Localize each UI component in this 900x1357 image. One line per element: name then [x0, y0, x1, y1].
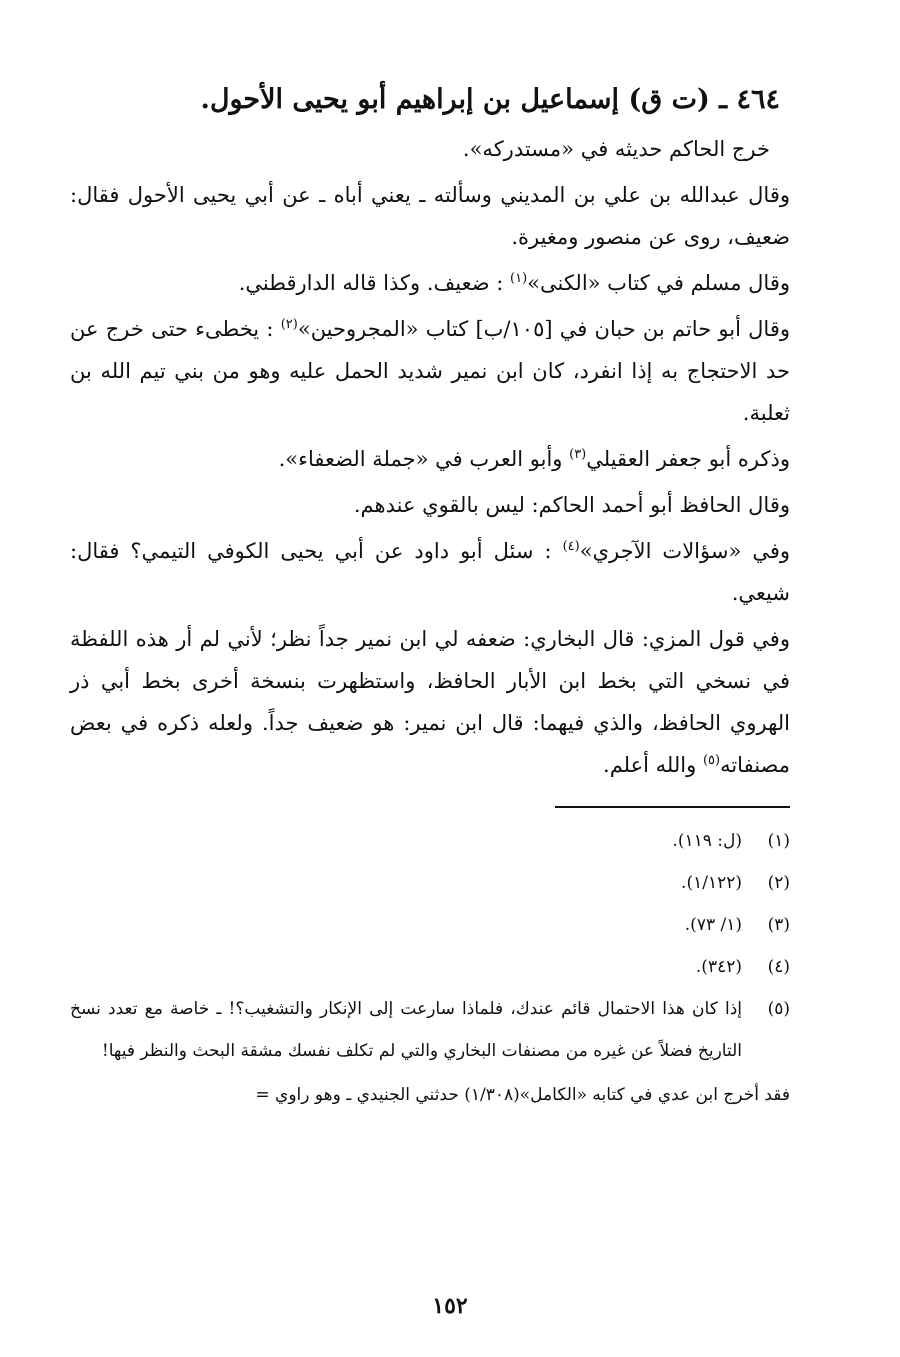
footnote-text: إذا كان هذا الاحتمال قائم عندك، فلماذا سارعت إلى الإنكار والتشغيب؟! ـ خاصة مع تعدد نسخ التاريخ فضلاً عن غيره من مصنفات البخاري والتي لم تكلف نفسك مشقة البحث والنظر فيها! — [70, 999, 742, 1061]
paragraph-text: : ضعيف. وكذا قاله الدارقطني. — [238, 271, 510, 295]
footnote-divider — [555, 806, 790, 808]
footnote-ref-3[interactable]: (٣) — [569, 447, 587, 462]
paragraph-muslim-kuna — [70, 262, 790, 304]
footnote-ref-4[interactable]: (٤) — [562, 539, 580, 554]
footnote-number: (١) — [767, 831, 790, 851]
footnote-continuation: فقد أخرج ابن عدي في كتابه «الكامل»(١/٣٠٨) حدثني الجنيدي ـ وهو راوي = — [255, 1085, 790, 1105]
footnote-number: (٢) — [767, 873, 790, 893]
footnote-item — [70, 904, 790, 946]
paragraph-text: وقال عبدالله بن علي بن المديني وسألته ـ يعني أباه ـ عن أبي يحيى الأحول فقال: ضعيف، روى عن منصور ومغيرة. — [70, 183, 790, 249]
footnote-item — [70, 988, 790, 1072]
paragraph-text: وأبو العرب في «جملة الضعفاء». — [278, 447, 570, 471]
page-number: ١٥٢ — [432, 1293, 468, 1319]
paragraph-text: والله أعلم. — [603, 753, 703, 777]
book-page — [70, 70, 790, 1300]
paragraph-abu-ahmad-hakim — [70, 484, 790, 526]
paragraph-mizzi — [70, 618, 790, 786]
paragraph-uqayli — [70, 438, 790, 480]
paragraph-ajurri — [70, 530, 790, 614]
footnote-item — [70, 820, 790, 862]
footnote-text: (١/١٢٢). — [681, 873, 742, 893]
paragraph-mustadrak — [70, 128, 790, 170]
paragraph-ibn-madini — [70, 174, 790, 258]
footnote-ref-5[interactable]: (٥) — [702, 753, 721, 768]
entry-title: ٤٦٤ ـ (ت ق) إسماعيل بن إبراهيم أبو يحيى الأحول. — [200, 84, 780, 115]
paragraph-text: وقال أبو حاتم بن حبان في [١٠٥/ب] كتاب «المجروحين» — [297, 317, 791, 341]
footnote-ref-2[interactable]: (٢) — [280, 317, 298, 332]
paragraph-text: وفي «سؤالات الآجري» — [579, 539, 790, 563]
paragraph-text: وذكره أبو جعفر العقيلي — [586, 447, 790, 471]
footnotes-section — [70, 820, 790, 1116]
footnote-ref-1[interactable]: (١) — [510, 271, 528, 286]
footnote-text: (ل: ١١٩). — [672, 831, 742, 851]
paragraph-text: : يخطىء حتى خرج عن حد الاحتجاج به إذا انفرد، كان ابن نمير شديد الحمل عليه وهو من بني تيم الله بن ثعلبة. — [70, 317, 790, 425]
footnote-item — [70, 862, 790, 904]
paragraph-text: وفي قول المزي: قال البخاري: ضعفه لي ابن نمير جداً نظر؛ لأني لم أر هذه اللفظة في نسخي التي بخط ابن الأبار الحافظ، واستظهرت بنسخة أخرى بخط أبي ذر الهروي الحافظ، والذي فيهما: قال ابن نمير: هو ضعيف جداً. ولعله ذكره في بعض مصنفاته — [70, 627, 790, 777]
footnote-item — [70, 946, 790, 988]
footnote-number: (٤) — [767, 957, 790, 977]
footnote-text: (١/ ٧٣). — [684, 915, 742, 935]
footnote-number: (٣) — [767, 915, 790, 935]
footnote-number: (٥) — [767, 999, 790, 1019]
paragraph-text: وقال الحافظ أبو أحمد الحاكم: ليس بالقوي عندهم. — [353, 493, 790, 517]
paragraph-text: خرج الحاكم حديثه في «مستدركه». — [462, 137, 770, 161]
paragraph-text: : سئل أبو داود عن أبي يحيى الكوفي التيمي؟ فقال: شيعي. — [70, 539, 790, 605]
paragraph-text: وقال مسلم في كتاب «الكنى» — [527, 271, 790, 295]
footnote-text: (٣٤٢). — [695, 957, 742, 977]
paragraph-ibn-hibban — [70, 308, 790, 434]
